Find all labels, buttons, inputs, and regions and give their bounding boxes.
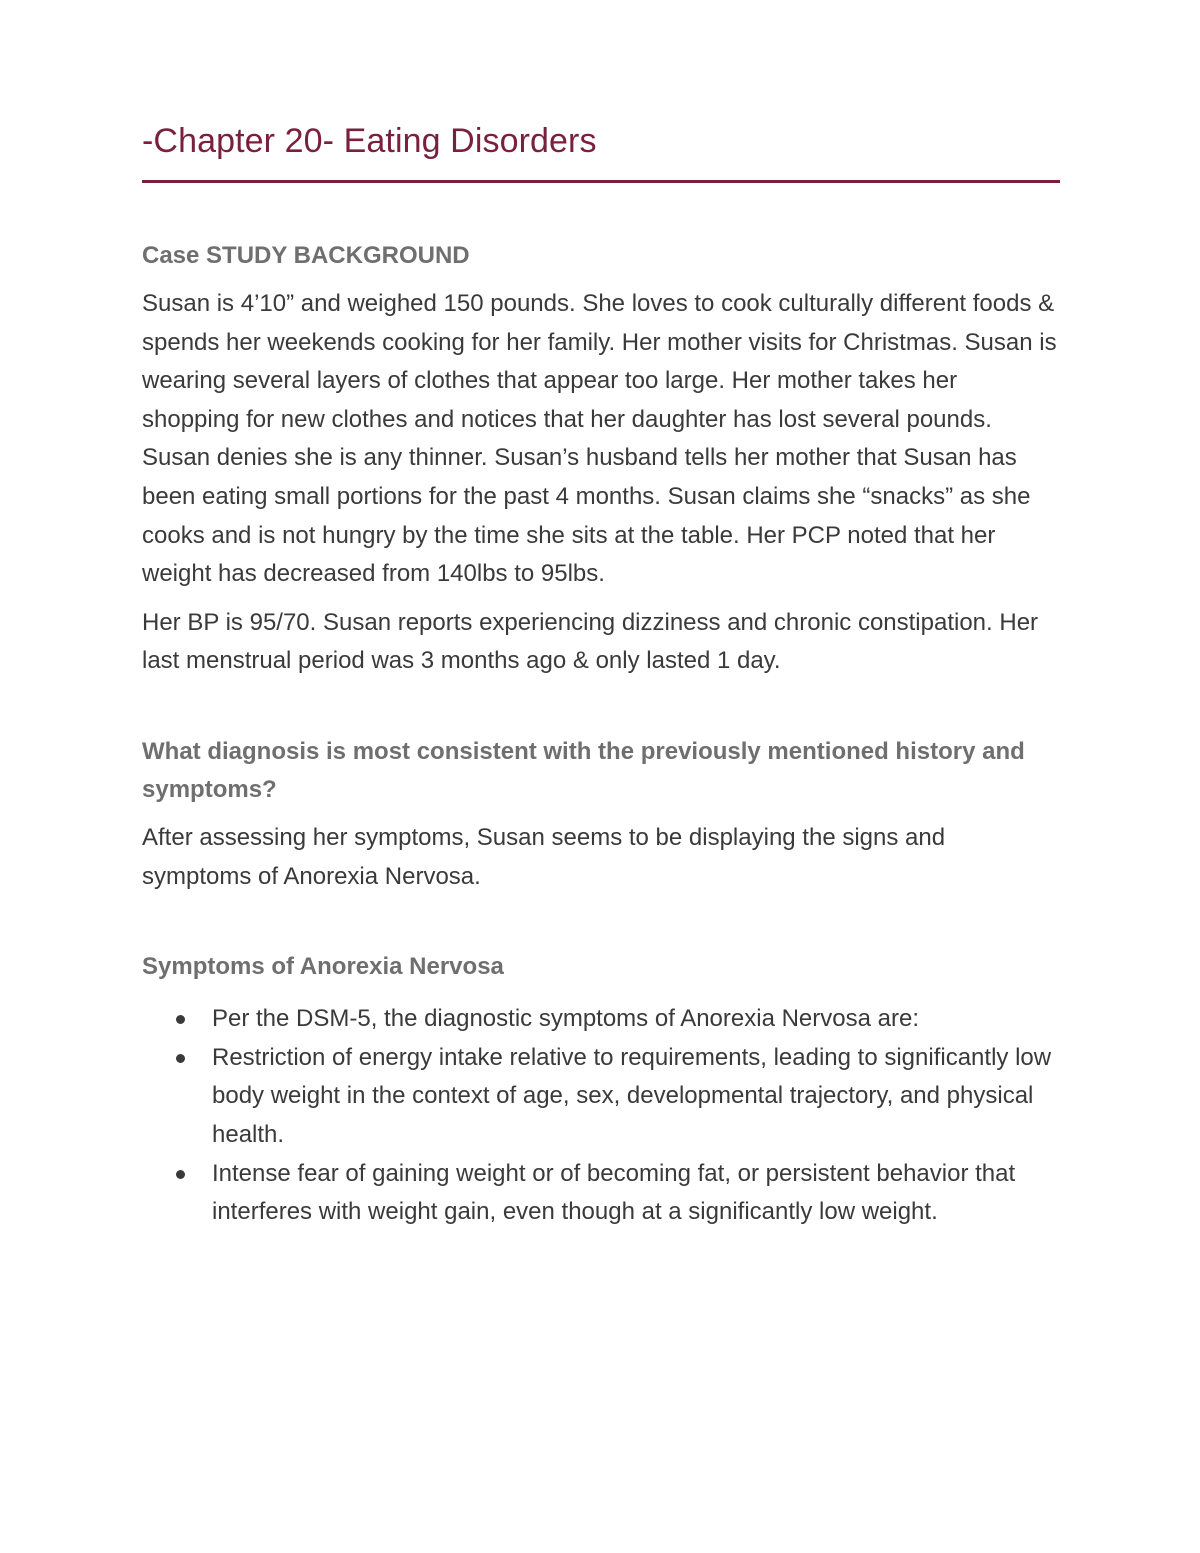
bullet-icon [176,1015,185,1024]
case-study-heading: Case STUDY BACKGROUND [142,242,470,269]
page-title: -Chapter 20- Eating Disorders [142,122,597,160]
symptom-text: Restriction of energy intake relative to requirements, leading to significantly low body weight in the context of age, sex, developmental trajectory, and physical health. [212,1043,1052,1148]
diagnosis-answer-paragraph: After assessing her symptoms, Susan seems to be displaying the signs and symptoms of Anorexia Nervosa. [142,823,946,890]
title-divider [142,180,1060,183]
diagnosis-question-heading: What diagnosis is most consistent with the previously mentioned history and symptoms? [142,737,1025,803]
list-item [142,1000,1060,1039]
bullet-icon [176,1054,185,1063]
symptoms-heading: Symptoms of Anorexia Nervosa [142,953,504,981]
list-item [142,1155,1060,1232]
symptom-text: Intense fear of gaining weight or of becoming fat, or persistent behavior that interferes with weight gain, even though at a significantly low weight. [212,1159,1016,1226]
list-item [142,1039,1060,1155]
bullet-icon [176,1170,185,1179]
case-background-paragraph: Susan is 4’10” and weighed 150 pounds. She loves to cook culturally different foods & spends her weekends cooking for her family. Her mother visits for Christmas. Susan is wearing several layers of clothes that appear too large. Her mother takes her shopping for new clothes and notices that her daughter has lost several pounds. Susan denies she is any thinner. Susan’s husband tells her mother that Susan has been eating small portions for the past 4 months. Susan claims she “snacks” as she cooks and is not hungry by the time she sits at the table. Her PCP noted that her weight has decreased from 140lbs to 95lbs. [142,290,1057,588]
symptom-list [142,1000,1060,1232]
case-vitals-paragraph: Her BP is 95/70. Susan reports experiencing dizziness and chronic constipation. Her last menstrual period was 3 months ago & only lasted 1 day. [142,608,1039,675]
document-page [142,118,1060,1232]
symptom-text: Per the DSM-5, the diagnostic symptoms of Anorexia Nervosa are: [212,1005,919,1033]
